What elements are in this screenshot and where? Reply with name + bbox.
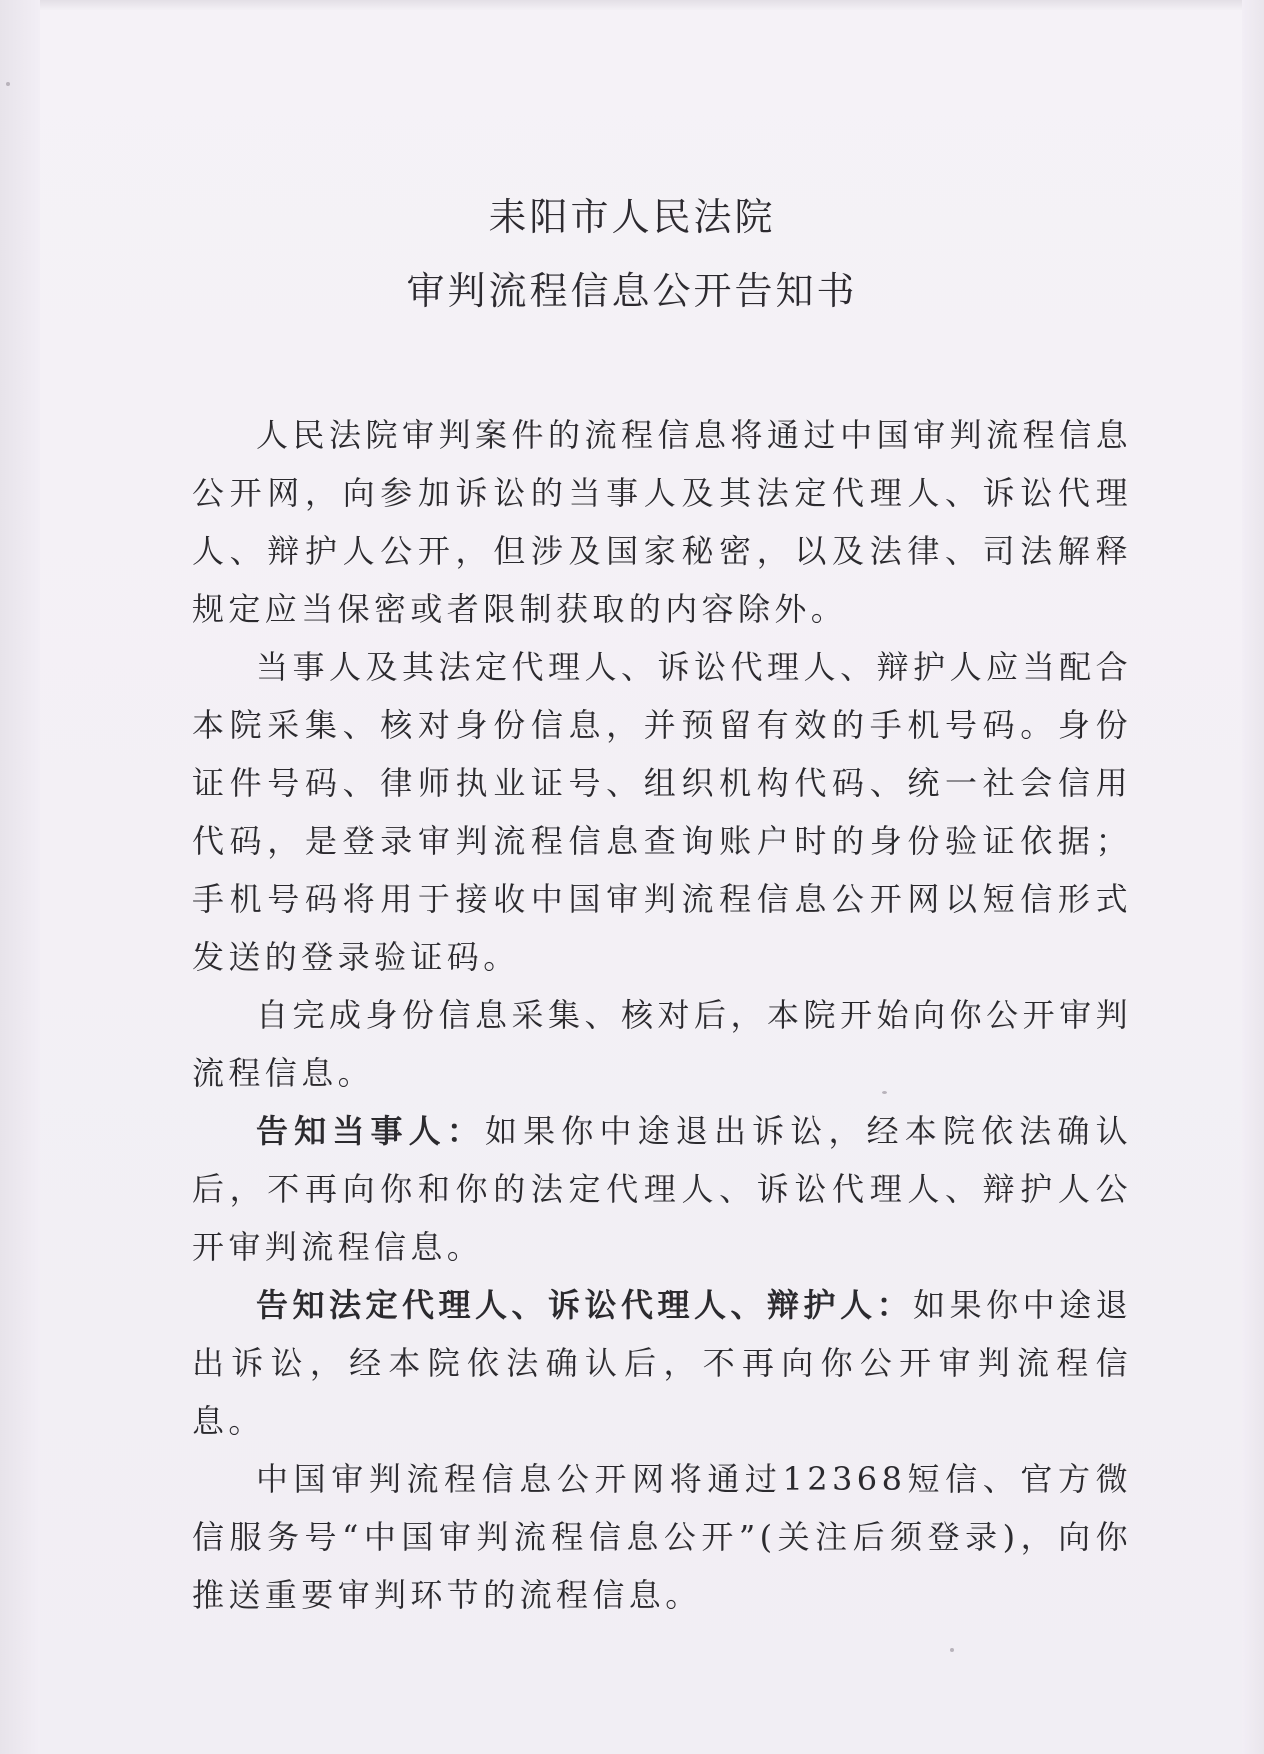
paragraph-3 (192, 986, 1132, 1102)
paragraph-2 (192, 638, 1132, 986)
paragraph-6 (192, 1450, 1132, 1624)
paragraph-4-lead: 告知当事人： (256, 1112, 485, 1150)
scan-speck (950, 1648, 954, 1652)
scan-shadow-top (0, 0, 1264, 10)
paragraph-1 (192, 406, 1132, 638)
document-body (192, 406, 1132, 1624)
paragraph-5 (192, 1276, 1132, 1450)
paragraph-2-text: 当事人及其法定代理人、诉讼代理人、辩护人应当配合本院采集、核对身份信息，并预留有效的手机号码。身份证件号码、律师执业证号、组织机构代码、统一社会信用代码，是登录审判流程信息查询账户时的身份验证依据；手机号码将用于接收中国审判流程信息公开网以短信形式发送的登录验证码。 (192, 648, 1132, 976)
paragraph-3-text: 自完成身份信息采集、核对后，本院开始向你公开审判流程信息。 (192, 996, 1132, 1092)
paragraph-6-text: 中国审判流程信息公开网将通过12368短信、官方微信服务号“中国审判流程信息公开”(关注后须登录)，向你推送重要审判环节的流程信息。 (192, 1460, 1132, 1614)
paragraph-4 (192, 1102, 1132, 1276)
scan-speck (6, 82, 10, 86)
paragraph-4-text: 如果你中途退出诉讼，经本院依法确认后，不再向你和你的法定代理人、诉讼代理人、辩护人公开审判流程信息。 (192, 1112, 1132, 1266)
paragraph-5-text: 如果你中途退出诉讼，经本院依法确认后，不再向你公开审判流程信息。 (192, 1286, 1132, 1440)
paragraph-1-text: 人民法院审判案件的流程信息将通过中国审判流程信息公开网，向参加诉讼的当事人及其法定代理人、诉讼代理人、辩护人公开，但涉及国家秘密，以及法律、司法解释规定应当保密或者限制获取的内容除外。 (192, 416, 1132, 628)
title-court-name: 耒阳市人民法院 (488, 195, 776, 239)
title-notice-name: 审判流程信息公开告知书 (406, 269, 858, 313)
paragraph-5-lead: 告知法定代理人、诉讼代理人、辩护人： (256, 1286, 914, 1324)
document-title (0, 196, 1264, 344)
